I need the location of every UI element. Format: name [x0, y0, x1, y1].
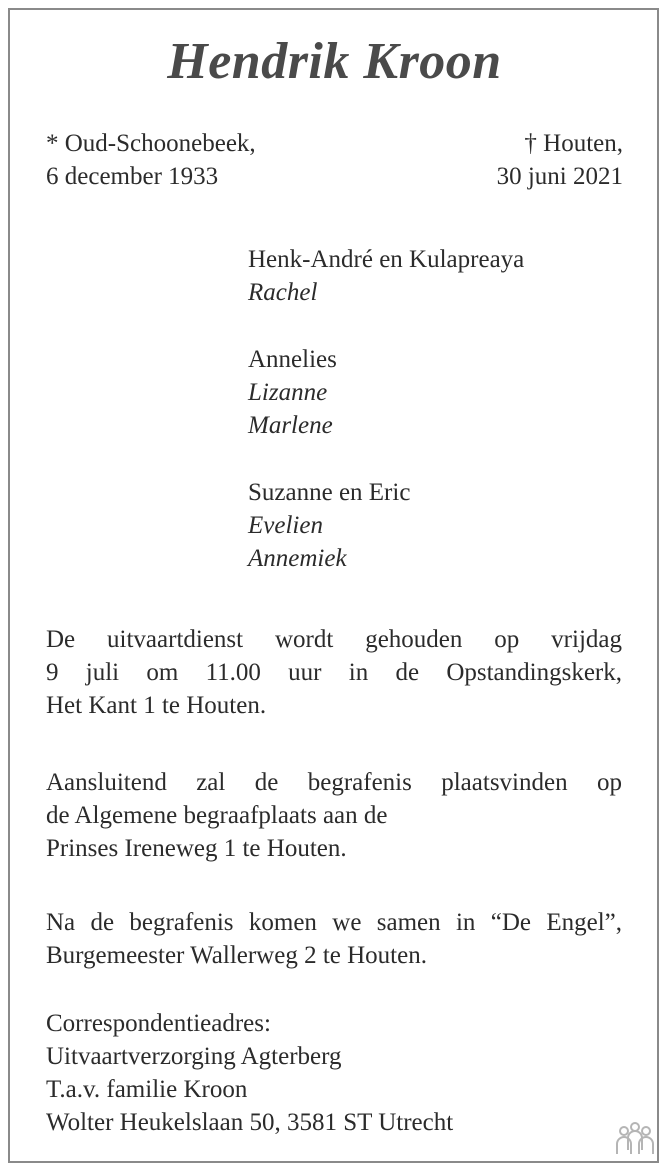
correspondence-line: T.a.v. familie Kroon — [46, 1076, 248, 1103]
gathering-line: Na de begrafenis komen we samen in “De Engel”, — [46, 909, 622, 936]
burial-line: Prinses Ireneweg 1 te Houten. — [46, 835, 347, 862]
family-child: Marlene — [248, 412, 333, 439]
gathering-paragraph — [46, 906, 622, 972]
family-people-icon — [610, 1120, 660, 1160]
correspondence-line: Uitvaartverzorging Agterberg — [46, 1043, 342, 1070]
family-child: Annemiek — [248, 545, 347, 572]
family-child: Evelien — [248, 512, 323, 539]
service-line: 9 juli om 11.00 uur in de Opstandingskerk, — [46, 659, 622, 686]
birth-date: 6 december 1933 — [46, 163, 219, 190]
birth-place: * Oud-Schoonebeek, — [46, 130, 256, 157]
burial-line: Aansluitend zal de begrafenis plaatsvinden op — [46, 769, 622, 796]
service-paragraph — [46, 623, 622, 722]
family-child: Lizanne — [248, 379, 328, 406]
correspondence-line: Wolter Heukelslaan 50, 3581 ST Utrecht — [46, 1109, 454, 1136]
deceased-name: Hendrik Kroon — [167, 33, 502, 90]
service-line: Het Kant 1 te Houten. — [46, 692, 267, 719]
family-parent: Annelies — [248, 346, 337, 373]
gathering-line: Burgemeester Wallerweg 2 te Houten. — [46, 942, 427, 969]
death-place: † Houten, — [524, 130, 623, 157]
correspondence-block — [46, 1007, 622, 1139]
family-parent: Henk-André en Kulapreaya — [248, 246, 525, 273]
family-child: Rachel — [248, 279, 318, 306]
correspondence-line: Correspondentieadres: — [46, 1010, 271, 1037]
death-date: 30 juni 2021 — [496, 163, 623, 190]
burial-line: de Algemene begraafplaats aan de — [46, 802, 388, 829]
burial-paragraph — [46, 766, 622, 865]
family-parent: Suzanne en Eric — [248, 479, 411, 506]
service-line: De uitvaartdienst wordt gehouden op vrijdag — [46, 626, 622, 653]
